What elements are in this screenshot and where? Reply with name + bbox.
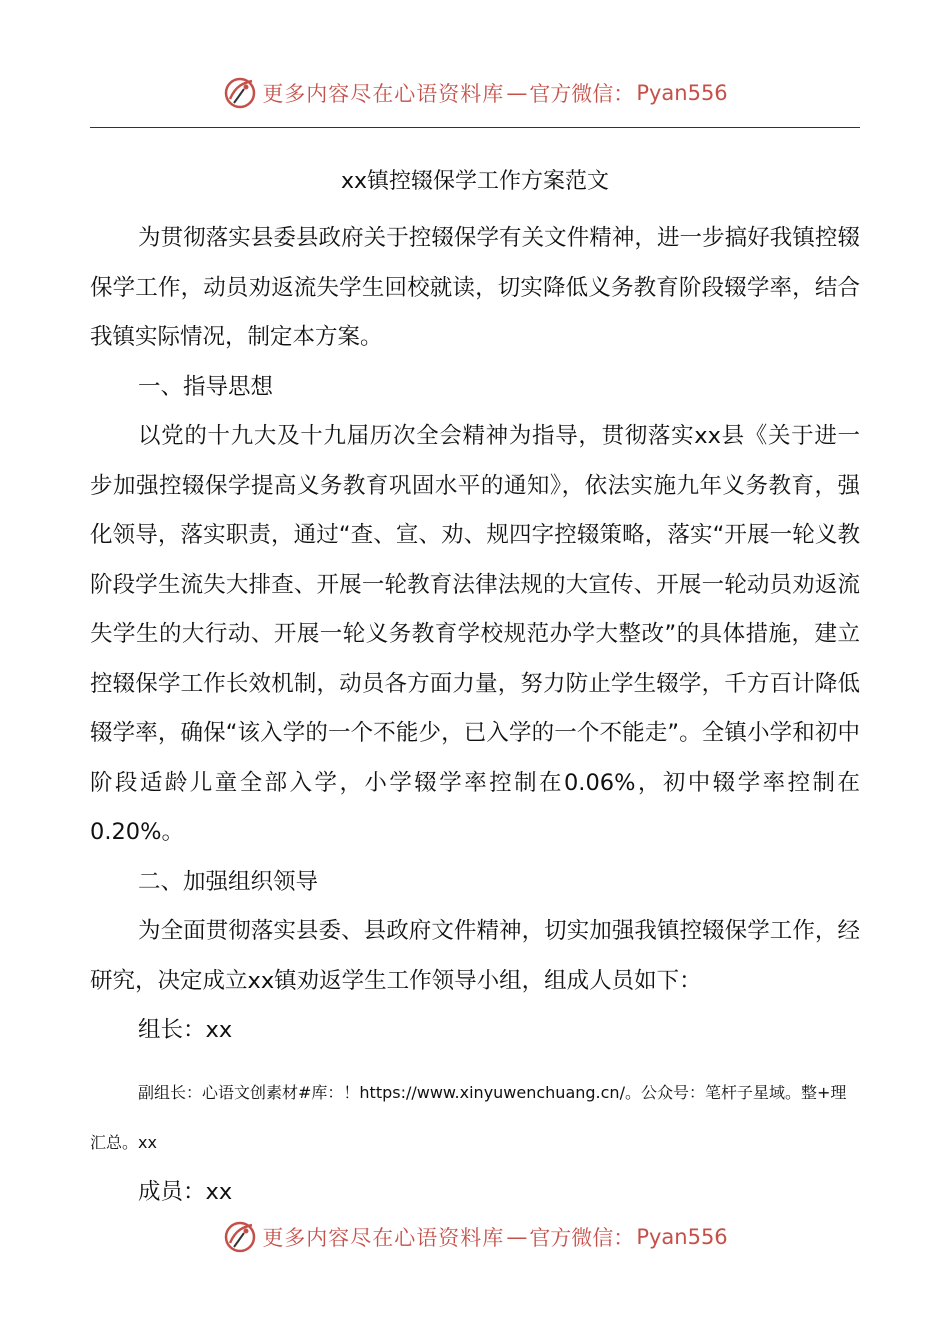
paragraph-organization: 为全面贯彻落实县委、县政府文件精神，切实加强我镇控辍保学工作，经研究，决定成立xx镇劝返学生工作领导小组，组成人员如下： xyxy=(90,918,860,994)
paragraph-intro: 为贯彻落实县委县政府关于控辍保学有关文件精神，进一步搞好我镇控辍保学工作，动员劝返流失学生回校就读，切实降低义务教育阶段辍学率，结合我镇实际情况，制定本方案。 xyxy=(90,225,860,350)
document-title: xx镇控辍保学工作方案范文 xyxy=(340,169,610,194)
brand-logo-icon xyxy=(222,75,258,111)
section-heading-1: 一、指导思想 xyxy=(138,373,274,400)
paragraph-guiding: 以党的十九大及十九届历次全会精神为指导，贯彻落实xx县《关于进一步加强控辍保学提高义务教育巩固水平的通知》，依法实施九年义务教育，强化领导，落实职责，通过“查、宣、劝、规四字控辍策略，落实“开展一轮义教阶段学生流失大排查、开展一轮教育法律法规的大宣传、开展一轮动员劝返流失学生的大行动、开展一轮义务教育学校规范办学大整改”的具体措施，建立控辍保学工作长效机制，动员各方面力量，努力防止学生辍学，千方百计降低辍学率，确保“该入学的一个不能少，已入学的一个不能走”。全镇小学和初中阶段适龄儿童全部入学，小学辍学率控制在0.06%，初中辍学率控制在0.20%。 xyxy=(90,423,860,845)
header-brand-text: 更多内容尽在心语资料库 xyxy=(262,82,505,106)
deputy-leader-note: 副组长：心语文创素材#库：！https://www.xinyuwenchuang.cn/。公众号：笔杆子星域。整+理汇总。xx xyxy=(90,1082,847,1152)
footer-wechat-id: Pyan556 xyxy=(636,1225,728,1249)
leader-line: 组长：xx xyxy=(138,1017,233,1043)
section-heading-2: 二、加强组织领导 xyxy=(138,868,319,895)
footer-wechat-label: 官方微信： xyxy=(529,1226,635,1250)
footer-banner xyxy=(0,1212,950,1262)
header-dash: — xyxy=(506,81,528,105)
footer-dash: — xyxy=(506,1225,528,1249)
brand-logo-icon xyxy=(222,1219,258,1255)
member-line: 成员：xx xyxy=(138,1178,233,1205)
header-wechat-id: Pyan556 xyxy=(636,81,728,105)
document-body xyxy=(90,160,860,1217)
footer-brand-text: 更多内容尽在心语资料库 xyxy=(262,1226,505,1250)
header-divider xyxy=(90,127,860,128)
header-banner xyxy=(0,68,950,118)
header-wechat-label: 官方微信： xyxy=(529,82,635,106)
